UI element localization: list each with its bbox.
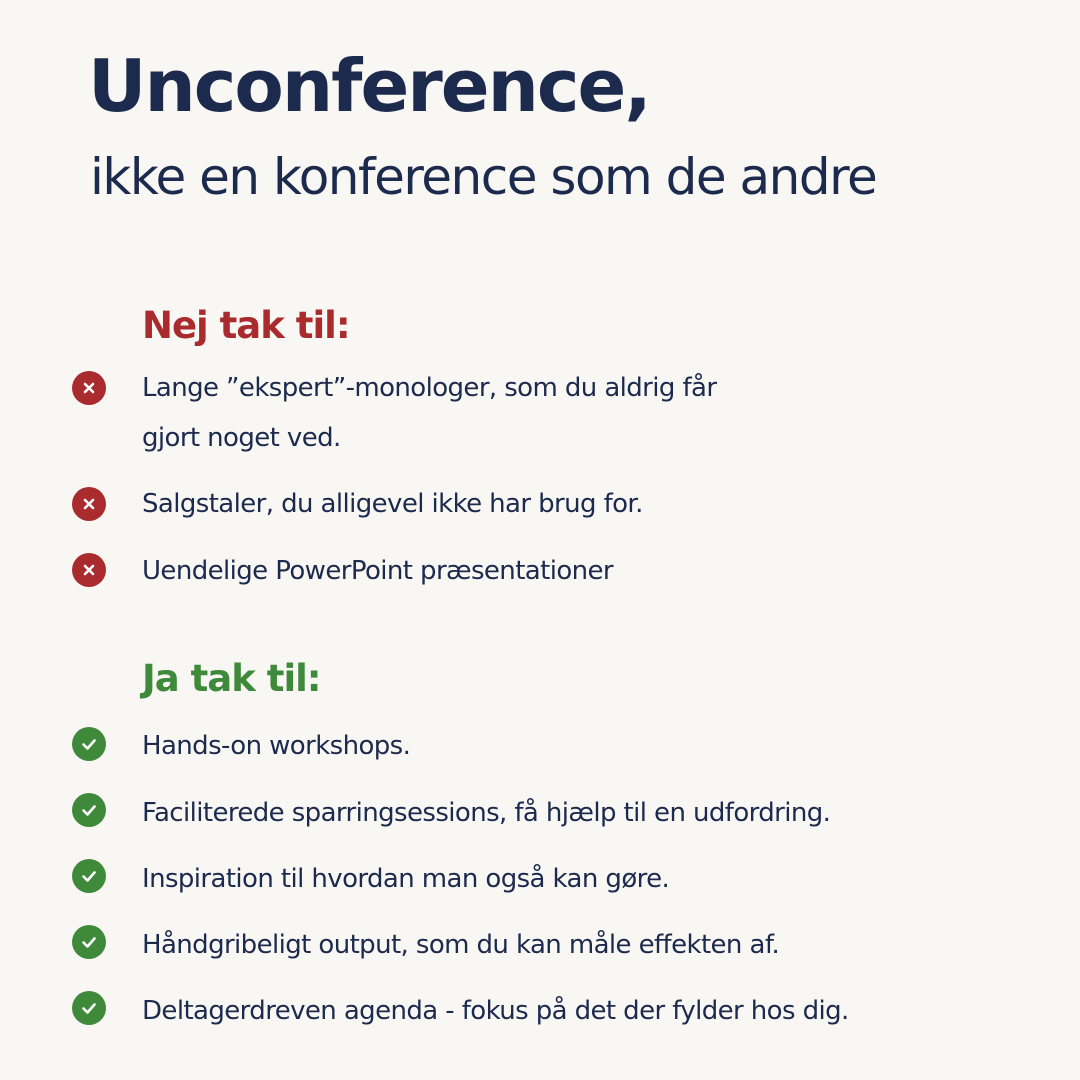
list-item-text: Hands-on workshops. (142, 731, 411, 761)
list-item-text: Deltagerdreven agenda - fokus på det der fylder hos dig. (142, 996, 849, 1026)
yes-list-item (72, 721, 932, 771)
yes-list-item (72, 986, 932, 1036)
check-circle-icon (72, 859, 106, 893)
yes-section-heading: Ja tak til: (142, 657, 321, 700)
page-subtitle: ikke en konference som de andre (90, 148, 877, 206)
no-list-item (72, 363, 932, 463)
list-item-text: Håndgribeligt output, som du kan måle effekten af. (142, 930, 780, 960)
check-circle-icon (72, 793, 106, 827)
x-circle-icon (72, 371, 106, 405)
list-item-text: Inspiration til hvordan man også kan gøre. (142, 864, 670, 894)
page-title: Unconference, (88, 44, 650, 128)
yes-list-item (72, 920, 932, 970)
list-item-text: Salgstaler, du alligevel ikke har brug for. (142, 489, 643, 519)
check-circle-icon (72, 991, 106, 1025)
yes-list-item (72, 788, 932, 838)
check-circle-icon (72, 925, 106, 959)
list-item-text: Faciliterede sparringsessions, få hjælp til en udfordring. (142, 798, 831, 828)
list-item-text: Uendelige PowerPoint præsentationer (142, 556, 614, 586)
no-list-item (72, 546, 932, 596)
list-item-text: Lange ”ekspert”-monologer, som du aldrig får gjort noget ved. (142, 373, 717, 453)
yes-list-item (72, 854, 932, 904)
x-circle-icon (72, 553, 106, 587)
no-section-heading: Nej tak til: (142, 304, 350, 347)
x-circle-icon (72, 487, 106, 521)
check-circle-icon (72, 727, 106, 761)
no-list-item (72, 479, 932, 529)
